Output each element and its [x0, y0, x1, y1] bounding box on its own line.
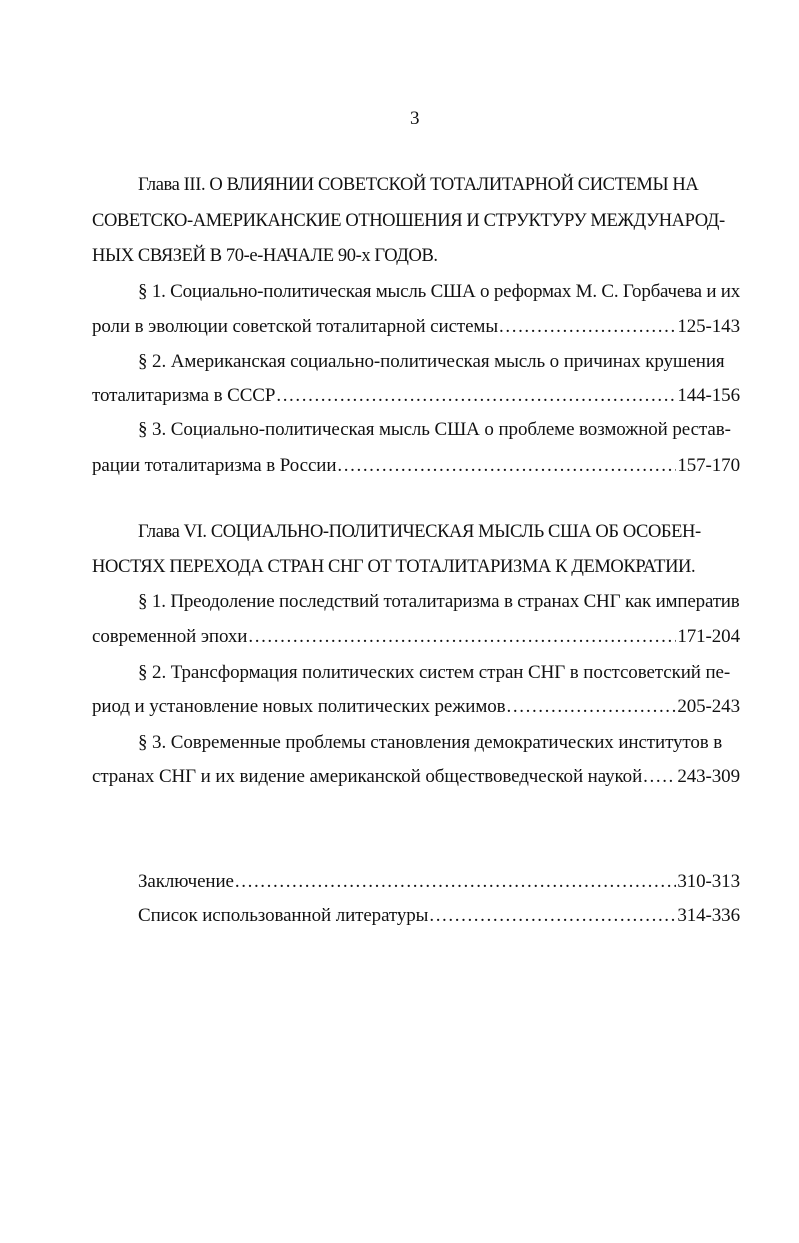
dot-leader	[248, 625, 676, 649]
dot-leader	[507, 695, 677, 719]
section-title: риод и установление новых политических режимов	[92, 696, 506, 717]
entry-title: Заключение	[138, 871, 234, 892]
page-range: 314-336	[677, 905, 740, 926]
page-range: 125-143	[677, 316, 740, 337]
ch3-section-3-line-1: § 3. Социально-политическая мысль США о проблеме возможной рестав-	[138, 419, 731, 440]
ch3-section-2-entry[interactable]	[92, 384, 740, 408]
section-title: странах СНГ и их видение американской обществоведческой наукой	[92, 766, 643, 787]
section-title: современной эпохи	[92, 626, 248, 647]
dot-leader	[276, 384, 676, 408]
chapter-3-heading-line-1	[138, 173, 740, 197]
page-range: 243-309	[677, 766, 740, 787]
ch3-section-1-line-1: § 1. Социально-политическая мысль США о реформах М. С. Горбачева и их	[138, 281, 741, 302]
ch6-section-1-line-1: § 1. Преодоление последствий тоталитаризма в странах СНГ как императив	[138, 591, 740, 612]
page-range: 205-243	[677, 696, 740, 717]
section-title: роли в эволюции советской тоталитарной системы	[92, 316, 499, 337]
chapter-3-heading-line-2: СОВЕТСКО-АМЕРИКАНСКИЕ ОТНОШЕНИЯ И СТРУКТУРУ МЕЖДУНАРОД-	[92, 211, 725, 231]
page-range: 310-313	[677, 871, 740, 892]
entry-title: Список использованной литературы	[138, 905, 429, 926]
ch3-section-2-line-1: § 2. Американская социально-политическая мысль о причинах крушения	[138, 351, 725, 372]
chapter-6-heading-line-2: НОСТЯХ ПЕРЕХОДА СТРАН СНГ ОТ ТОТАЛИТАРИЗМА К ДЕМОКРАТИИ.	[92, 557, 696, 577]
section-title: рации тоталитаризма в России	[92, 455, 337, 476]
dot-leader	[499, 315, 676, 339]
dot-leader	[337, 454, 676, 478]
page-range: 157-170	[677, 455, 740, 476]
page-range: 144-156	[677, 385, 740, 406]
chapter-6-heading-line-1: Глава VI. СОЦИАЛЬНО-ПОЛИТИЧЕСКАЯ МЫСЛЬ США ОБ ОСОБЕН-	[138, 522, 701, 542]
ch6-section-2-entry[interactable]	[92, 695, 740, 719]
ch3-section-3-entry[interactable]	[92, 454, 740, 478]
dot-leader	[235, 870, 676, 894]
ch6-section-3-entry[interactable]	[92, 765, 740, 789]
ch3-section-1-entry[interactable]	[92, 315, 740, 339]
heading-text: Глава III. О ВЛИЯНИИ СОВЕТСКОЙ ТОТАЛИТАРНОЙ СИСТЕМЫ НА	[138, 175, 699, 195]
dot-leader	[643, 765, 676, 789]
section-title: тоталитаризма в СССР	[92, 385, 276, 406]
ch6-section-3-line-1: § 3. Современные проблемы становления демократических институтов в	[138, 732, 723, 753]
chapter-3-heading-line-3: НЫХ СВЯЗЕЙ В 70-е-НАЧАЛЕ 90-х ГОДОВ.	[92, 246, 438, 266]
dot-leader	[429, 904, 676, 928]
ch6-section-1-entry[interactable]	[92, 625, 740, 649]
page-number: 3	[410, 108, 420, 129]
page-range: 171-204	[677, 626, 740, 647]
conclusion-entry[interactable]	[138, 870, 740, 894]
ch6-section-2-line-1: § 2. Трансформация политических систем стран СНГ в постсоветский пе-	[138, 662, 731, 683]
bibliography-entry[interactable]	[138, 904, 740, 928]
